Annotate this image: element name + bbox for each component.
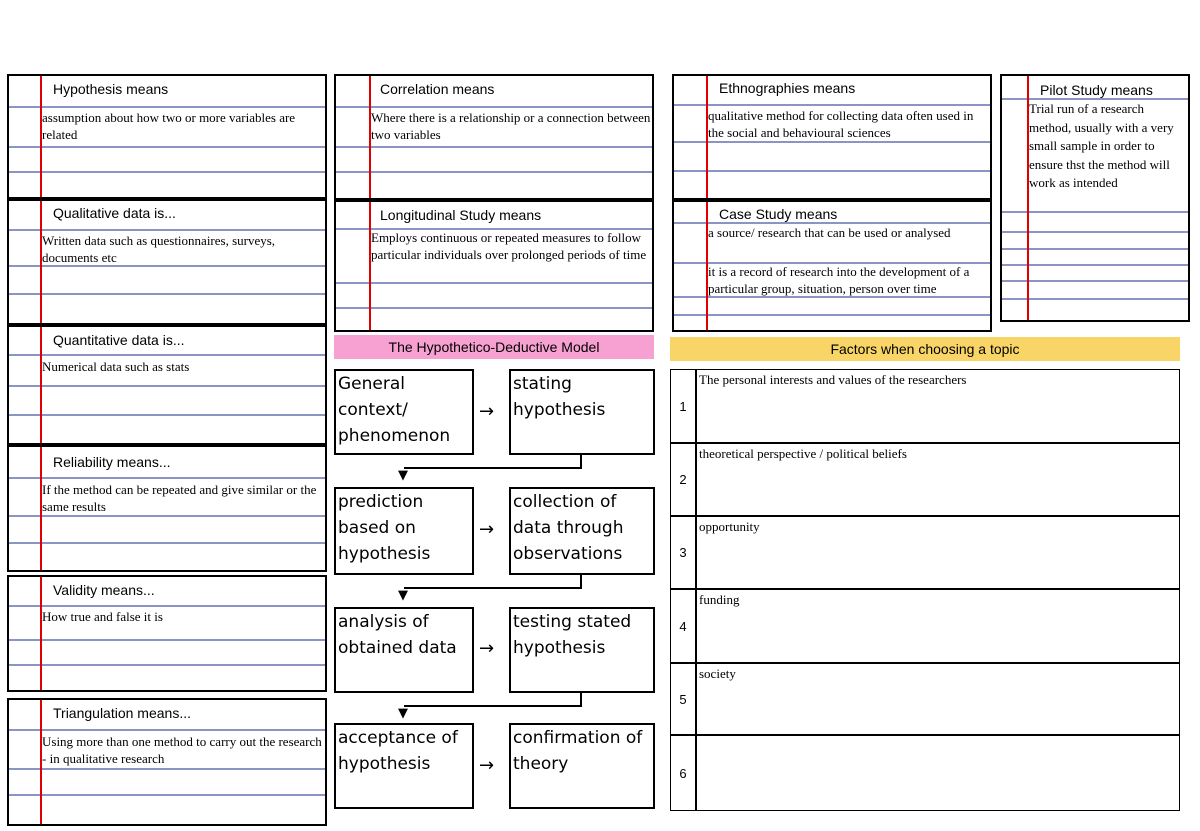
step-general-context: General context/ phenomenon: [334, 369, 474, 455]
reliability-title: Reliability means...: [53, 454, 171, 470]
factor-row: [671, 444, 1179, 517]
qualitative-title: Qualitative data is...: [53, 205, 176, 221]
arrow-right-icon: →: [479, 519, 495, 540]
factor-row: [671, 517, 1179, 590]
factor-row: [671, 664, 1179, 736]
quantitative-card: [7, 325, 327, 445]
validity-definition: How true and false it is: [42, 609, 163, 624]
factor-text: The personal interests and values of the researchers: [699, 372, 967, 387]
arrow-right-icon: →: [479, 755, 495, 776]
factor-row: [671, 370, 1179, 444]
arrow-down-icon: ▼: [398, 468, 408, 483]
factor-text: opportunity: [699, 519, 760, 534]
triangulation-title: Triangulation means...: [53, 705, 191, 721]
step-stating-hypothesis: stating hypothesis: [509, 369, 655, 455]
step-prediction: prediction based on hypothesis: [334, 487, 474, 575]
step-analysis: analysis of obtained data: [334, 607, 474, 693]
step-testing-hypothesis: testing stated hypothesis: [509, 607, 655, 693]
arrow-down-icon: ▼: [398, 706, 408, 721]
hypothesis-definition: assumption about how two or more variables are related: [42, 110, 296, 142]
pilot-study-title: Pilot Study means: [1040, 82, 1153, 98]
ethnographies-card: [672, 74, 992, 200]
reliability-definition: If the method can be repeated and give similar or the same results: [42, 482, 317, 514]
qualitative-definition: Written data such as questionnaires, surveys, documents etc: [42, 233, 276, 265]
step-confirmation: confirmation of theory: [509, 723, 655, 809]
pilot-study-definition: Trial run of a research method, usually with a very small sample in order to ensure thst the method will work as intended: [1029, 101, 1174, 190]
qualitative-card: [7, 199, 327, 325]
arrow-right-icon: →: [479, 638, 495, 659]
step-collection-of-data: collection of data through observations: [509, 487, 655, 575]
factor-row: [671, 736, 1179, 810]
connector-line: [404, 705, 582, 707]
correlation-title: Correlation means: [380, 81, 495, 97]
factor-number: 5: [671, 664, 697, 734]
factor-text: theoretical perspective / political beliefs: [699, 446, 907, 461]
correlation-definition: Where there is a relationship or a connection between two variables: [371, 110, 651, 142]
factor-number: 1: [671, 370, 697, 442]
ethnographies-title: Ethnographies means: [719, 80, 856, 96]
factors-title-banner: Factors when choosing a topic: [670, 337, 1180, 361]
factors-table: [670, 369, 1180, 811]
correlation-card: [334, 74, 654, 200]
quantitative-title: Quantitative data is...: [53, 332, 185, 348]
model-title-banner: The Hypothetico-Deductive Model: [334, 335, 654, 359]
factor-number: 3: [671, 517, 697, 588]
factor-number: 4: [671, 590, 697, 662]
case-study-card: [672, 200, 992, 332]
validity-card: [7, 575, 327, 692]
factor-text: funding: [699, 592, 740, 607]
step-acceptance: acceptance of hypothesis: [334, 723, 474, 809]
factor-number: 2: [671, 444, 697, 515]
connector-line: [404, 587, 582, 589]
longitudinal-card: [334, 200, 654, 332]
reliability-card: [7, 445, 327, 572]
arrow-right-icon: →: [479, 401, 495, 422]
case-study-title: Case Study means: [719, 206, 838, 222]
triangulation-definition: Using more than one method to carry out the research - in qualitative research: [42, 734, 322, 766]
hypothesis-card: [7, 74, 327, 199]
case-study-definition-2: it is a record of research into the development of a particular group, situation, person over time: [708, 264, 970, 296]
quantitative-definition: Numerical data such as stats: [42, 359, 190, 374]
ethnographies-definition: qualitative method for collecting data often used in the social and behavioural sciences: [708, 108, 974, 140]
factor-number: 6: [671, 736, 697, 810]
validity-title: Validity means...: [53, 582, 155, 598]
triangulation-card: [7, 698, 327, 826]
factor-text: society: [699, 666, 736, 681]
pilot-study-card: [1000, 74, 1190, 322]
factor-row: [671, 590, 1179, 664]
hypothesis-title: Hypothesis means: [53, 81, 169, 97]
longitudinal-title: Longitudinal Study means: [380, 207, 542, 223]
case-study-definition-1: a source/ research that can be used or analysed: [708, 225, 951, 240]
connector-line: [404, 467, 582, 469]
longitudinal-definition: Employs continuous or repeated measures to follow particular individuals over prolonged periods of time: [371, 230, 647, 262]
arrow-down-icon: ▼: [398, 588, 408, 603]
